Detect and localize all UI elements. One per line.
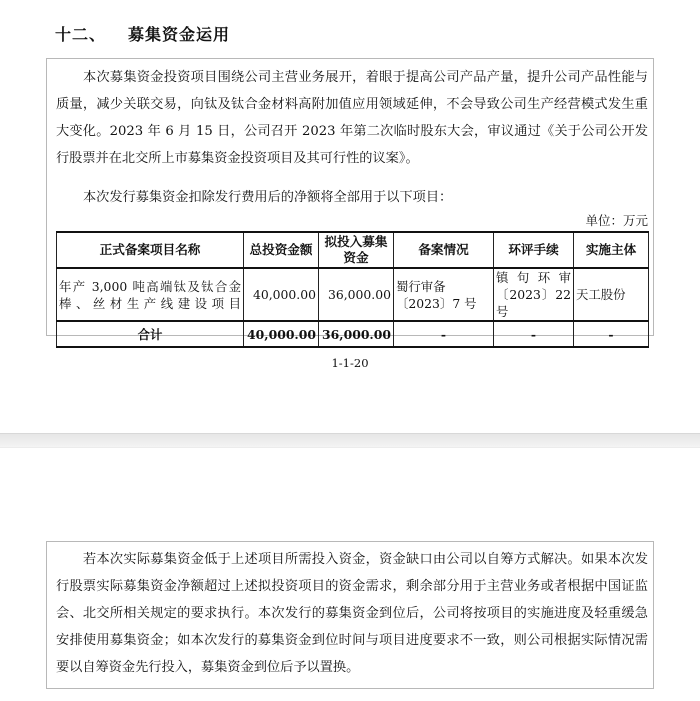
cell-total-investment-sum: 40,000.00 [244,321,319,347]
page-separator [0,433,700,448]
cell-filing-status: 蜀行审备〔2023〕7 号 [394,268,494,321]
header-total-investment: 总投资金额 [244,232,319,268]
header-eia-procedure: 环评手续 [494,232,574,268]
header-filing-status: 备案情况 [394,232,494,268]
project-table [56,231,649,348]
section-number: 十二、 [55,25,107,44]
cell-total-label: 合计 [57,321,244,347]
paragraph-use-of-proceeds: 本次发行募集资金扣除发行费用后的净额将全部用于以下项目： [83,190,453,205]
cell-raised-funds: 36,000.00 [319,268,394,321]
header-raised-funds: 拟投入募集资金 [319,232,394,268]
page-number: 1-1-20 [331,356,369,370]
cell-entity-dash: - [574,321,649,347]
section-heading [55,22,230,45]
header-project-name: 正式备案项目名称 [57,232,244,268]
cell-filing-dash: - [394,321,494,347]
cell-total-investment: 40,000.00 [244,268,319,321]
paragraph-funding-gap: 若本次实际募集资金低于上述项目所需投入资金，资金缺口由公司以自筹方式解决。如果本次发行股票实际募集资金净额超过上述拟投资项目的资金需求，剩余部分用于主营业务或者根据中国证监会、北交所相关规定的要求执行。本次发行的募集资金到位后，公司将按项目的实施进度及轻重缓急安排使用募集资金；如本次发行的募集资金到位时间与项目进度要求不一致，则公司根据实际情况需要以自筹资金先行投入，募集资金到位后予以置换。 [56,552,648,675]
unit-label: 单位：万元 [585,213,648,228]
cell-implementing-entity: 天工股份 [574,268,649,321]
table-row [57,268,649,321]
table-total-row [57,321,649,347]
cell-project-name: 年产 3,000 吨高端钛及钛合金棒、丝材生产线建设项目 [57,268,244,321]
cell-eia-dash: - [494,321,574,347]
table-header-row [57,232,649,268]
paragraph-overview: 本次募集资金投资项目围绕公司主营业务展开，着眼于提高公司产品产量，提升公司产品性能与质量，减少关联交易，向钛及钛合金材料高附加值应用领域延伸，不会导致公司生产经营模式发生重大变化。2023 年 6 月 15 日，公司召开 2023 年第二次临时股东大会，审议通过《关于公司公开发行股票并在北交所上市募集资金投资项目及其可行性的议案》。 [56,70,648,166]
cell-eia-procedure: 镇 句 环 审〔2023〕22 号 [494,268,574,321]
header-implementing-entity: 实施主体 [574,232,649,268]
cell-raised-funds-sum: 36,000.00 [319,321,394,347]
section-title: 募集资金运用 [128,25,231,44]
